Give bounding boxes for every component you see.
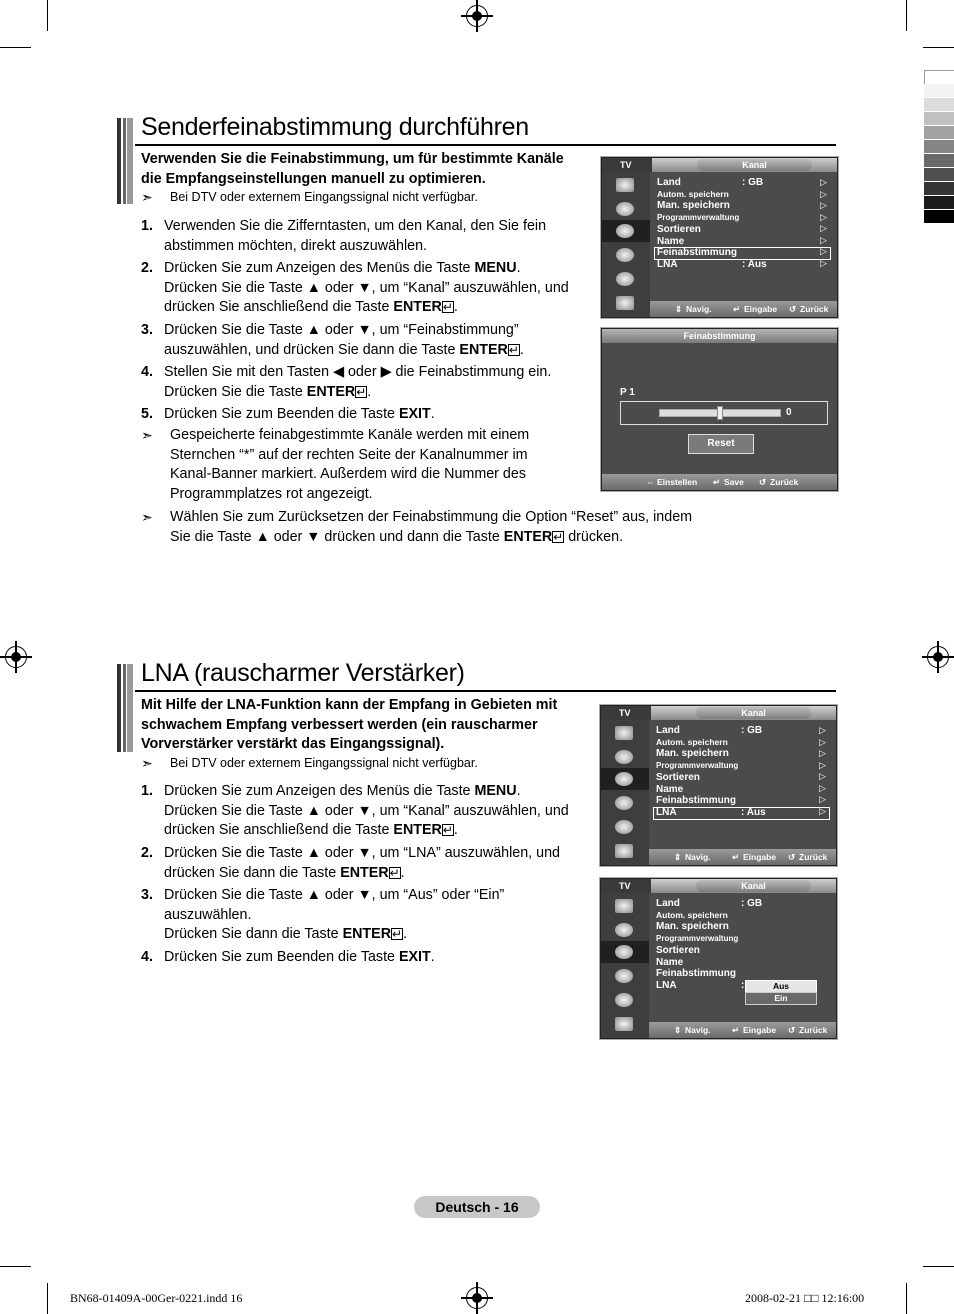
navig-icon: ⇕ <box>674 852 682 862</box>
menu-value-lna: : Aus <box>742 259 767 270</box>
menu-item-man[interactable]: Man. speichern <box>657 200 730 211</box>
menu-value-land: : GB <box>741 725 763 736</box>
menu-item-sort[interactable]: Sortieren <box>656 945 700 956</box>
sound-icon <box>602 198 650 220</box>
step-1: 1. Verwenden Sie die Zifferntasten, um den Kanal, den Sie fein abstimmen möchten, direkt auszuwählen. <box>141 218 547 254</box>
menu-item-land[interactable]: Land <box>656 898 680 909</box>
note-arrow-icon: ➣ <box>141 427 153 443</box>
menu-value-land: : GB <box>742 177 764 188</box>
application-icon <box>602 292 650 314</box>
section-bar <box>117 664 133 752</box>
color-bar <box>924 154 954 167</box>
enter-icon: ↵ <box>732 852 740 862</box>
finetune-value: 0 <box>786 407 792 418</box>
left-right-icon: ⇔ <box>646 477 655 487</box>
footer-navig: Navig. <box>686 304 712 314</box>
setup-icon <box>602 244 650 266</box>
channel-icon <box>602 220 650 242</box>
menu-item-lna[interactable]: LNA <box>656 980 677 991</box>
menu-item-fein[interactable]: Feinabstimmung <box>656 795 737 806</box>
menu-item-prog[interactable]: Programmverwaltung <box>657 213 740 222</box>
enter-icon: ↵ <box>356 384 367 399</box>
menu-item-fein[interactable]: Feinabstimmung <box>656 968 737 979</box>
picture-icon <box>602 174 650 196</box>
navig-icon: ⇕ <box>674 1025 682 1035</box>
navig-icon: ⇕ <box>675 304 683 314</box>
section-rule <box>135 690 836 692</box>
osd-channel-menu <box>601 157 838 318</box>
lna-option-aus[interactable]: Aus <box>745 980 817 993</box>
return-icon: ↺ <box>788 852 796 862</box>
menu-item-autom[interactable]: Autom. speichern <box>657 189 729 199</box>
footer-save: Save <box>724 477 744 487</box>
color-bar <box>924 140 954 153</box>
step-4: 4. Drücken Sie zum Beenden die Taste EXIT. <box>141 949 435 965</box>
osd-channel-menu <box>600 878 837 1039</box>
picture-icon <box>601 722 649 744</box>
menu-item-land[interactable]: Land <box>657 177 681 188</box>
enter-icon: ↵ <box>392 927 403 941</box>
color-bar <box>924 126 954 139</box>
enter-icon: ↵ <box>732 1025 740 1035</box>
osd-tv-label: TV <box>601 879 651 893</box>
crop-mark <box>923 47 954 48</box>
page-number: Deutsch - 16 <box>414 1196 540 1218</box>
osd-tv-label: TV <box>602 158 652 172</box>
registration-mark-icon <box>466 5 488 27</box>
footer-zurueck: Zurück <box>770 477 799 487</box>
footer-zurueck: Zurück <box>800 304 829 314</box>
osd-header: Feinabstimmung <box>683 331 756 341</box>
step-2: 2. Drücken Sie die Taste ▲ oder ▼, um “LNA” auszuwählen, und drücken Sie dann die Taste ENTER↵. <box>141 845 560 881</box>
step-3: 3. Drücken Sie die Taste ▲ oder ▼, um “Aus” oder “Ein” auszuwählen. Drücken Sie dann die Taste ENTER↵. <box>141 887 505 942</box>
menu-item-sort[interactable]: Sortieren <box>656 772 700 783</box>
menu-item-prog[interactable]: Programmverwaltung <box>656 761 739 770</box>
osd-finetune <box>601 328 838 491</box>
menu-item-land[interactable]: Land <box>656 725 680 736</box>
slider-thumb[interactable] <box>717 406 723 420</box>
osd-header: Kanal <box>696 707 811 719</box>
crop-mark <box>906 0 907 31</box>
section-bar <box>117 118 133 204</box>
enter-icon: ↵ <box>442 823 453 837</box>
footer-eingabe: Eingabe <box>743 852 777 862</box>
menu-item-man[interactable]: Man. speichern <box>656 921 729 932</box>
sound-icon <box>601 919 649 941</box>
step-2: 2. Drücken Sie zum Anzeigen des Menüs die Taste MENU. Drücken Sie die Taste ▲ oder ▼, um “Kanal” auszuwählen, und drücken Sie anschließend die Taste ENTER↵. <box>141 260 569 315</box>
menu-value-lna: : Aus <box>741 807 766 818</box>
color-bar <box>924 112 954 125</box>
section-title: Senderfeinabstimmung durchführen <box>141 113 529 141</box>
color-bar <box>924 210 954 223</box>
color-bar <box>924 196 954 209</box>
menu-value-lna: : <box>741 980 745 991</box>
note-arrow-icon: ➣ <box>141 755 153 771</box>
menu-item-name[interactable]: Name <box>656 957 684 968</box>
crop-mark <box>0 47 31 48</box>
menu-value-land: : GB <box>741 898 763 909</box>
channel-icon <box>601 941 649 963</box>
tip: ➣ Gespeicherte feinabgestimmte Kanäle werden mit einem Sternchen “*” auf der rechten Seite der Kanalnummer im Kanal-Banner markiert. Außerdem wird die Nummer des Programmplatzes rot angezeigt. <box>141 427 530 502</box>
footer-eingabe: Eingabe <box>744 304 778 314</box>
osd-header: Kanal <box>696 880 811 892</box>
crop-mark <box>47 1283 48 1314</box>
return-icon: ↺ <box>759 477 767 487</box>
section-title: LNA (rauscharmer Verstärker) <box>141 659 465 687</box>
footer-navig: Navig. <box>685 852 711 862</box>
menu-item-prog[interactable]: Programmverwaltung <box>656 934 739 943</box>
crop-mark <box>906 1283 907 1314</box>
return-icon: ↺ <box>789 304 797 314</box>
osd-channel-menu <box>600 705 837 866</box>
menu-item-name[interactable]: Name <box>656 784 684 795</box>
enter-icon: ↵ <box>713 477 721 487</box>
note-arrow-icon: ➣ <box>141 189 153 205</box>
footer-timestamp: 2008-02-21 □□ 12:16:00 <box>745 1291 865 1305</box>
crop-mark <box>0 1266 31 1267</box>
setup-icon <box>601 792 649 814</box>
sound-icon <box>601 746 649 768</box>
color-bar <box>924 98 954 111</box>
step-1: 1. Drücken Sie zum Anzeigen des Menüs die Taste MENU. Drücken Sie die Taste ▲ oder ▼, um “Kanal” auszuwählen, und drücken Sie anschließend die Taste ENTER↵. <box>141 783 569 838</box>
setup-icon <box>601 965 649 987</box>
color-bar <box>924 182 954 195</box>
crop-mark <box>923 1266 954 1267</box>
reset-button[interactable]: Reset <box>688 434 754 454</box>
crop-mark <box>47 0 48 31</box>
footer-eingabe: Eingabe <box>743 1025 777 1035</box>
input-icon <box>601 989 649 1011</box>
note-arrow-icon: ➣ <box>141 509 153 525</box>
tip: ➣ Wählen Sie zum Zurücksetzen der Feinabstimmung die Option “Reset” aus, indem Sie die Taste ▲ oder ▼ drücken und dann die Taste ENTER↵ drücken. <box>141 509 693 545</box>
registration-mark-icon <box>5 646 27 668</box>
input-icon <box>601 816 649 838</box>
registration-mark-icon <box>927 646 949 668</box>
step-3: 3. Drücken Sie die Taste ▲ oder ▼, um “Feinabstimmung” auszuwählen, und drücken Sie dann die Taste ENTER↵. <box>141 322 524 358</box>
color-bar <box>924 84 954 97</box>
application-icon <box>601 1013 649 1035</box>
enter-icon: ↵ <box>553 529 564 544</box>
enter-icon: ↵ <box>733 304 741 314</box>
lna-option-ein[interactable]: Ein <box>745 992 817 1005</box>
footer-einstellen: Einstellen <box>657 477 698 487</box>
footer-zurueck: Zurück <box>799 1025 828 1035</box>
osd-tv-label: TV <box>601 706 651 720</box>
menu-item-sort[interactable]: Sortieren <box>657 224 701 235</box>
registration-mark-icon <box>466 1287 488 1309</box>
color-bar <box>924 168 954 181</box>
footer-navig: Navig. <box>685 1025 711 1035</box>
menu-item-name[interactable]: Name <box>657 236 685 247</box>
section-intro: Mit Hilfe der LNA-Funktion kann der Empfang in Gebieten mit schwachem Empfang verbessert werden (ein rauscharmer Vorverstärker verstärkt das Eingangssignal). <box>141 697 558 752</box>
menu-item-lna[interactable]: LNA <box>656 807 677 818</box>
section-intro: Verwenden Sie die Feinabstimmung, um für bestimmte Kanäle die Empfangseinstellungen manuell zu optimieren. <box>141 151 564 187</box>
footer-zurueck: Zurück <box>799 852 828 862</box>
menu-item-lna[interactable]: LNA <box>657 259 678 270</box>
menu-item-fein[interactable]: Feinabstimmung <box>657 247 738 258</box>
menu-item-autom[interactable]: Autom. speichern <box>656 737 728 747</box>
footer-file: BN68-01409A-00Ger-0221.indd 16 <box>70 1291 243 1305</box>
channel-icon <box>601 768 649 790</box>
enter-icon: ↵ <box>442 300 453 314</box>
channel-label: P 1 <box>620 387 635 398</box>
enter-icon: ↵ <box>508 342 519 357</box>
arrow-right-icon: ▷ ▷ ▷ ▷ ▷ ▷ ▷ ▷ <box>820 177 827 268</box>
enter-icon: ↵ <box>389 865 400 880</box>
picture-icon <box>601 895 649 917</box>
step-5: 5. Drücken Sie zum Beenden die Taste EXIT. <box>141 406 435 422</box>
input-icon <box>602 268 650 290</box>
return-icon: ↺ <box>788 1025 796 1035</box>
menu-item-man[interactable]: Man. speichern <box>656 748 729 759</box>
section-rule <box>135 144 836 146</box>
menu-item-autom[interactable]: Autom. speichern <box>656 910 728 920</box>
step-4: 4. Stellen Sie mit den Tasten ◀ oder ▶ die Feinabstimmung ein. Drücken Sie die Taste ENTER↵. <box>141 364 552 400</box>
application-icon <box>601 840 649 862</box>
arrow-right-icon: ▷ ▷ ▷ ▷ ▷ ▷ ▷ ▷ <box>819 725 826 816</box>
finetune-slider[interactable] <box>659 409 781 417</box>
osd-header: Kanal <box>697 159 812 171</box>
color-bar <box>924 70 954 85</box>
